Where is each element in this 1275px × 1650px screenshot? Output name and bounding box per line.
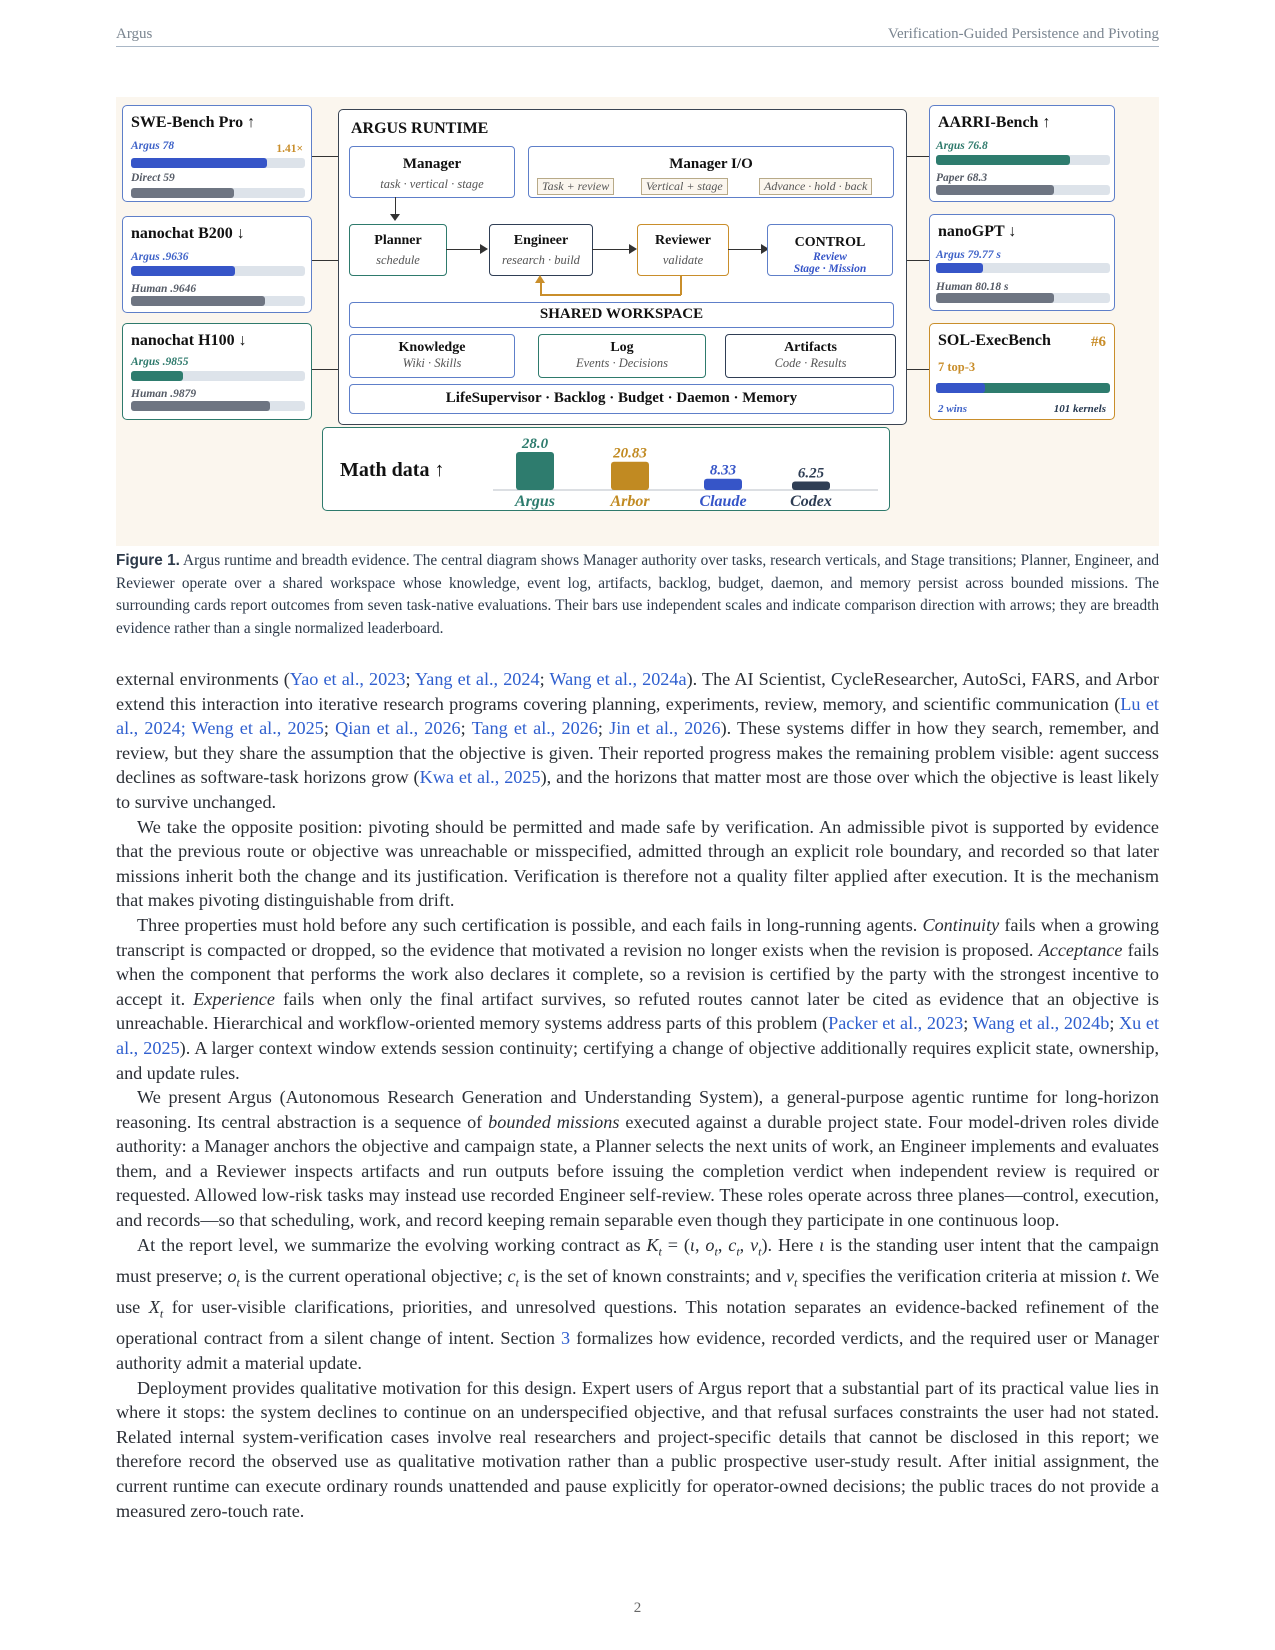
paragraph: external environments (Yao et al., 2023; Yang et al., 2024; Wang et al., 2024a). The AI Scientist, CycleResearcher, AutoSci, FARS, and Arbor extend this interaction into iterative research programs covering planning, experiments, review, memory, and scientific communication (Lu et al., 2024; Weng et al., 2025; Qian et al., 2026; Tang et al., 2026; Jin et al., 2026). These systems differ in how they search, remember, and review, but they share the assumption that the objective is given. Their reported progress makes the remaining problem visible: agent success declines as software-task horizons grow (Kwa et al., 2025), and the horizons that matter most are those over which the objective is least likely to survive unchanged. [116,669,1160,812]
baseline-label: Direct 59 [131,172,175,184]
subscript: t [714,1244,718,1259]
card-swe-bench-pro [122,105,312,202]
value-label: 20.83 [613,445,647,462]
paragraph: At the report level, we summarize the evolving working contract as $K_t = (\iota$, $o_t$, $c_t$, $v_t$). Here ι is the standing user intent that the campaign must preserve; $o_t$ is the current operational objective; $c_t$ is the set of known constraints; and $v_t$ specifies the verification criteria at mission t. We use $X_t$ for user-visible clarifications, priorities, and unresolved questions. This notation separates an evidence-backed refinement of the operational contract from a silent change of intent. Section 3 formalizes how evidence, recorded verdicts, and the required user or Manager authority admit a material update. [116,1234,1160,1373]
connector [905,260,929,261]
feedback-line [680,275,682,295]
citation-link[interactable]: Packer et al., 2023 [828,1013,964,1034]
arrow-head [390,214,400,221]
argus-bar [936,263,983,273]
card-sol-execbench [929,323,1115,420]
artifacts-sub: Code · Results [774,356,847,370]
emphasis: Continuity [922,914,1000,935]
arrow-head [480,244,488,254]
caption-label: Figure 1. [116,552,180,569]
page-number: 2 [633,1600,642,1616]
emphasis: t [1121,1265,1127,1286]
ratio-label: 1.41× [276,143,303,155]
citation-link[interactable]: Yang et al., 2024 [414,669,540,689]
card-nanochat-h100 [122,323,312,420]
connector [310,156,338,157]
citation-link[interactable]: Yao et al., 2023 [289,669,406,689]
argus-label: Argus 79.77 s [936,249,1001,261]
bar-track [131,158,305,168]
figure-1 [116,97,1159,546]
argus-bar [131,158,267,168]
subscript: t [236,1275,240,1290]
feedback-line [540,294,681,296]
log-sub: Events · Decisions [576,356,668,370]
bar-arbor [611,462,649,490]
emphasis: ι [819,1234,825,1255]
bar-track [131,266,305,276]
control-stage: Stage · Mission [793,263,867,275]
shared-workspace-title: SHARED WORKSPACE [539,306,704,322]
body-text [116,667,1159,1523]
citation-link[interactable]: Qian et al., 2026 [335,718,461,739]
value-label: 28.0 [521,436,549,452]
baseline-label: Human 80.18 s [936,281,1009,293]
subscript: t [736,1244,740,1259]
emphasis: o [227,1265,237,1286]
card-title: SWE-Bench Pro ↑ [131,114,256,131]
emphasis: ι [689,1234,695,1255]
bar-codex [792,482,830,490]
subscript: t [658,1244,662,1259]
baseline-bar [936,293,1054,303]
connector [905,156,929,157]
arrow-head [535,275,545,283]
header-left: Argus [116,26,153,42]
category-label: Arbor [610,493,650,510]
rank-badge: #6 [1091,334,1106,350]
card-nanogpt [929,214,1115,311]
reviewer-sub: validate [662,253,704,267]
figure-caption [116,550,1159,640]
bar-track [936,185,1110,195]
manager-title: Manager [402,156,462,172]
paragraph: Three properties must hold before any such certification is possible, and each fails in long-running agents. Continuity fails when a growing transcript is compacted or dropped, so the evidence that motivated a revision no longer exists when the revision is proposed. Acceptance fails when the component that performs the work also declares it complete, so a revision is certified by the party with the strongest incentive to accept it. Experience fails when only the final artifact survives, so refuted routes cannot later be cited as evidence that an objective is unreachable. Hierarchical and workflow-oriented memory systems address parts of this problem (Packer et al., 2023; Wang et al., 2024b; Xu et al., 2025). A larger context window extends session continuity; certifying a change of objective additionally requires explicit state, ownership, and update rules. [116,914,1160,1083]
citation-link[interactable]: 3 [561,1328,571,1349]
io-chip: Vertical + stage [641,178,728,195]
engineer-title: Engineer [513,233,569,248]
emphasis: c [728,1234,737,1255]
emphasis: v [750,1234,759,1255]
argus-label: Argus .9855 [131,356,189,368]
arrow [592,249,632,250]
baseline-label: Human .9646 [131,283,197,295]
bar-claude [704,479,742,490]
feedback-line [540,282,542,295]
bar-argus [516,452,554,490]
reviewer-box [637,224,729,276]
subscript: t [515,1275,519,1290]
planner-title: Planner [374,233,422,248]
baseline-bar [131,401,270,411]
value-label: 6.25 [797,465,825,482]
manager-sub: task · vertical · stage [380,177,484,191]
bar-track [936,383,1110,393]
emphasis: X [148,1297,160,1318]
shared-workspace [349,302,894,328]
connector [905,369,929,370]
argus-label: Argus 78 [131,140,175,152]
header-right: Verification-Guided Persistence and Pivoting [887,26,1159,42]
emphasis: c [507,1265,516,1286]
card-nanochat-b200 [122,216,312,313]
life-supervisor [349,384,894,414]
arrow [728,249,764,250]
category-label: Codex [790,493,832,510]
subscript: t [159,1306,164,1321]
category-label: Claude [699,493,747,510]
connector [310,369,338,370]
engineer-sub: research · build [502,253,580,267]
arrow-head [629,244,637,254]
knowledge-title: Knowledge [398,340,466,355]
baseline-bar [131,296,265,306]
bar-track [936,263,1110,273]
artifacts-title: Artifacts [784,340,837,355]
top3-label: 7 top-3 [938,360,976,374]
citation-link[interactable]: Tang et al., 2026 [471,718,598,739]
bar-track [131,188,305,198]
running-header [116,26,1159,47]
bar-track [131,371,305,381]
io-chip: Task + review [537,178,614,195]
control-box [767,224,893,276]
citation-link[interactable]: Jin et al., 2026 [609,718,721,739]
knowledge-box [349,334,515,378]
baseline-label: Human .9879 [131,388,197,400]
log-title: Log [610,340,634,355]
wins-label: 2 wins [938,403,968,415]
subscript: t [794,1275,798,1290]
control-review: Review [813,251,847,263]
arrow [446,249,484,250]
planner-box [349,224,447,276]
argus-label: Argus .9636 [131,251,189,263]
emphasis: K [646,1234,659,1255]
citation-link[interactable]: Wang et al., 2024b [972,1013,1110,1034]
paragraph: We present Argus (Autonomous Research Generation and Understanding System), a general-purpose agentic runtime for long-horizon reasoning. Its central abstraction is a sequence of bounded missions executed against a durable project state. Four model-driven roles divide authority: a Manager anchors the objective and campaign state, a Planner selects the next units of work, an Engineer implements and evaluates them, and a Reviewer inspects artifacts and run outputs before issuing the completion verdict when independent review is required or requested. Allowed low-risk tasks may instead use recorded Engineer self-review. These roles operate across three planes—control, execution, and records—so that scheduling, work, and record keeping remain separable even though they participate in one continuous loop. [116,1087,1159,1231]
caption-text: Argus runtime and breadth evidence. The central diagram shows Manager authority over tasks, research verticals, and Stage transitions; Planner, Engineer, and Reviewer operate over a shared workspace whose knowledge, event log, artifacts, backlog, budget, daemon, and memory persist across bounded missions. The surrounding cards report outcomes from seven task-native evaluations. Their bars use independent scales and indicate comparison direction with arrows; they are breadth evidence rather than a single normalized leaderboard. [116,552,1159,637]
paragraph: Deployment provides qualitative motivation for this design. Expert users of Argus report that a substantial part of its practical value lies in where it stops: the system declines to continue on an underspecified objective, and that refusal surfaces constraints the user had not stated. Related internal system-verification cases involve real researchers and project-specific details that cannot be disclosed in this report; we therefore record the observed use as qualitative motivation rather than a public prospective user-study result. After initial assignment, the current runtime can execute ordinary rounds unattended and pause explicitly for operator-owned decisions; the public traces do not provide a measured zero-touch rate. [116,1377,1159,1521]
argus-bar [131,266,235,276]
emphasis: o [705,1234,715,1255]
life-supervisor-text: LifeSupervisor · Backlog · Budget · Daemon · Memory [445,390,798,406]
citation-link[interactable]: Wang et al., 2024a [549,669,687,689]
emphasis: v [785,1265,795,1286]
citation-link[interactable]: Kwa et al., 2025 [419,767,541,788]
argus-label: Argus 76.8 [936,140,988,152]
manager-box [349,146,515,198]
citation-link[interactable]: Lu et al., 2024; Weng et al., 2025 [116,693,1159,739]
runtime-title: ARGUS RUNTIME [351,120,489,137]
wins-bar [936,383,985,393]
kernels-label: 101 kernels [1053,403,1106,415]
baseline-bar [131,188,234,198]
argus-bar [131,371,183,381]
artifacts-box [725,334,896,378]
math-title: Math data ↑ [340,459,445,481]
emphasis: bounded missions [488,1111,620,1132]
bar-track [936,293,1110,303]
citation-link[interactable]: Xu et al., 2025 [116,1013,1160,1058]
card-aarri-bench [929,105,1115,202]
bar-track [131,296,305,306]
card-title: nanochat B200 ↓ [131,225,245,242]
control-title: CONTROL [794,235,866,250]
manager-io-title: Manager I/O [669,156,753,172]
bar-track [131,401,305,411]
category-label: Argus [514,493,556,510]
card-title: nanoGPT ↓ [938,223,1017,240]
reviewer-title: Reviewer [655,233,711,248]
knowledge-sub: Wiki · Skills [402,356,462,370]
math-data-panel [322,427,890,511]
baseline-label: Paper 68.3 [936,172,988,184]
card-title: AARRI-Bench ↑ [938,114,1051,131]
log-box [538,334,706,378]
card-title: SOL-ExecBench [938,332,1051,349]
paragraph: We take the opposite position: pivoting should be permitted and made safe by verification. An admissible pivot is supported by evidence that the previous route or objective was unreachable or misspecified, admitted through an explicit role boundary, and recorded so that later missions inherit both the change and its justification. Verification is therefore not a quality filter applied after execution. It is the mechanism that makes pivoting distinguishable from drift. [116,816,1159,911]
engineer-box [489,224,593,276]
manager-io-box [528,146,894,198]
subscript: t [758,1244,762,1259]
connector [310,260,338,261]
value-label: 8.33 [709,462,737,479]
emphasis: Acceptance [1038,939,1123,960]
planner-sub: schedule [376,253,420,267]
math-bar-chart [483,428,883,510]
argus-runtime [338,109,907,425]
io-chip: Advance · hold · back [759,178,872,195]
card-title: nanochat H100 ↓ [131,332,247,349]
baseline-bar [936,185,1054,195]
bar-track [936,155,1110,165]
emphasis: Experience [193,988,275,1009]
argus-bar [936,155,1070,165]
